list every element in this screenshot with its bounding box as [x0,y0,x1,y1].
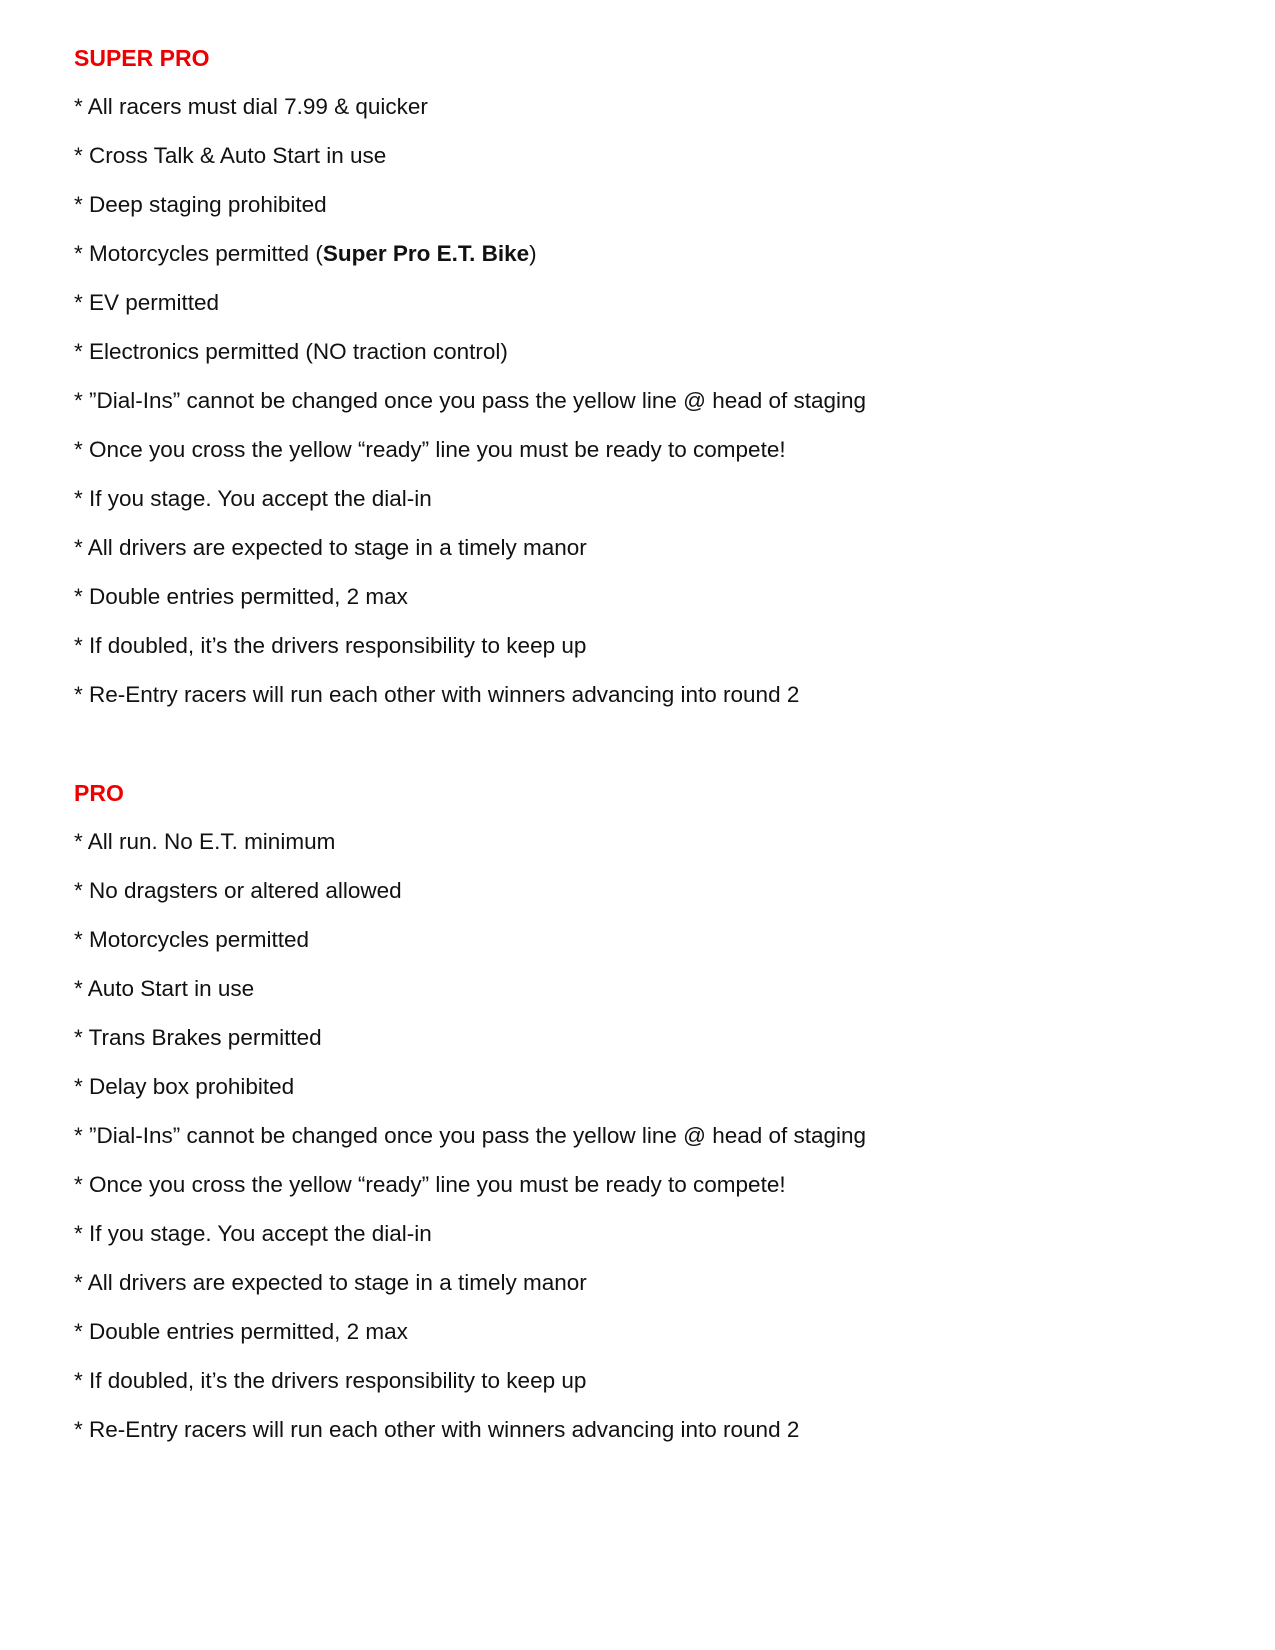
rule-item: * All run. No E.T. minimum [74,829,336,854]
rule-item: * All drivers are expected to stage in a timely manor [74,1270,587,1295]
rule-item: * ”Dial-Ins” cannot be changed once you pass the yellow line @ head of staging [74,1123,867,1148]
super-pro-heading: SUPER PRO [74,45,210,71]
rule-item: * Motorcycles permitted [74,927,310,952]
rule-item: * Double entries permitted, 2 max [74,584,408,609]
pro-rule-list [74,828,1194,1444]
pro-heading: PRO [74,780,124,806]
rule-item: * All racers must dial 7.99 & quicker [74,94,428,119]
pro-section [74,779,1194,1444]
rule-item: * ”Dial-Ins” cannot be changed once you pass the yellow line @ head of staging [74,388,867,413]
rule-item: * All drivers are expected to stage in a timely manor [74,535,587,560]
rule-item: * Auto Start in use [74,976,255,1001]
rule-item: * If doubled, it’s the drivers responsibility to keep up [74,1368,587,1393]
rule-text: ) [529,241,537,266]
rule-item: * If you stage. You accept the dial-in [74,1221,432,1246]
rule-item: * EV permitted [74,290,220,315]
super-pro-rule-list [74,93,1194,709]
rule-item: * Cross Talk & Auto Start in use [74,143,387,168]
rule-item: * Deep staging prohibited [74,192,327,217]
rule-item: * No dragsters or altered allowed [74,878,402,903]
rule-item: * If doubled, it’s the drivers responsibility to keep up [74,633,587,658]
rule-item: * Re-Entry racers will run each other with winners advancing into round 2 [74,682,800,707]
rule-text: * Motorcycles permitted ( [74,241,323,266]
rule-item: * Double entries permitted, 2 max [74,1319,408,1344]
rule-item: * Trans Brakes permitted [74,1025,322,1050]
rule-item: * Once you cross the yellow “ready” line you must be ready to compete! [74,1172,786,1197]
rule-emphasis: Super Pro E.T. Bike [322,241,530,266]
super-pro-section [74,44,1194,709]
rule-item: * Once you cross the yellow “ready” line you must be ready to compete! [74,437,786,462]
rule-item: * Electronics permitted (NO traction control) [74,339,508,364]
rules-document [74,44,1194,1444]
rule-item [74,240,1194,268]
rule-item: * Re-Entry racers will run each other with winners advancing into round 2 [74,1417,800,1442]
section-spacer [74,709,1194,779]
rule-item: * Delay box prohibited [74,1074,295,1099]
rule-item: * If you stage. You accept the dial-in [74,486,432,511]
